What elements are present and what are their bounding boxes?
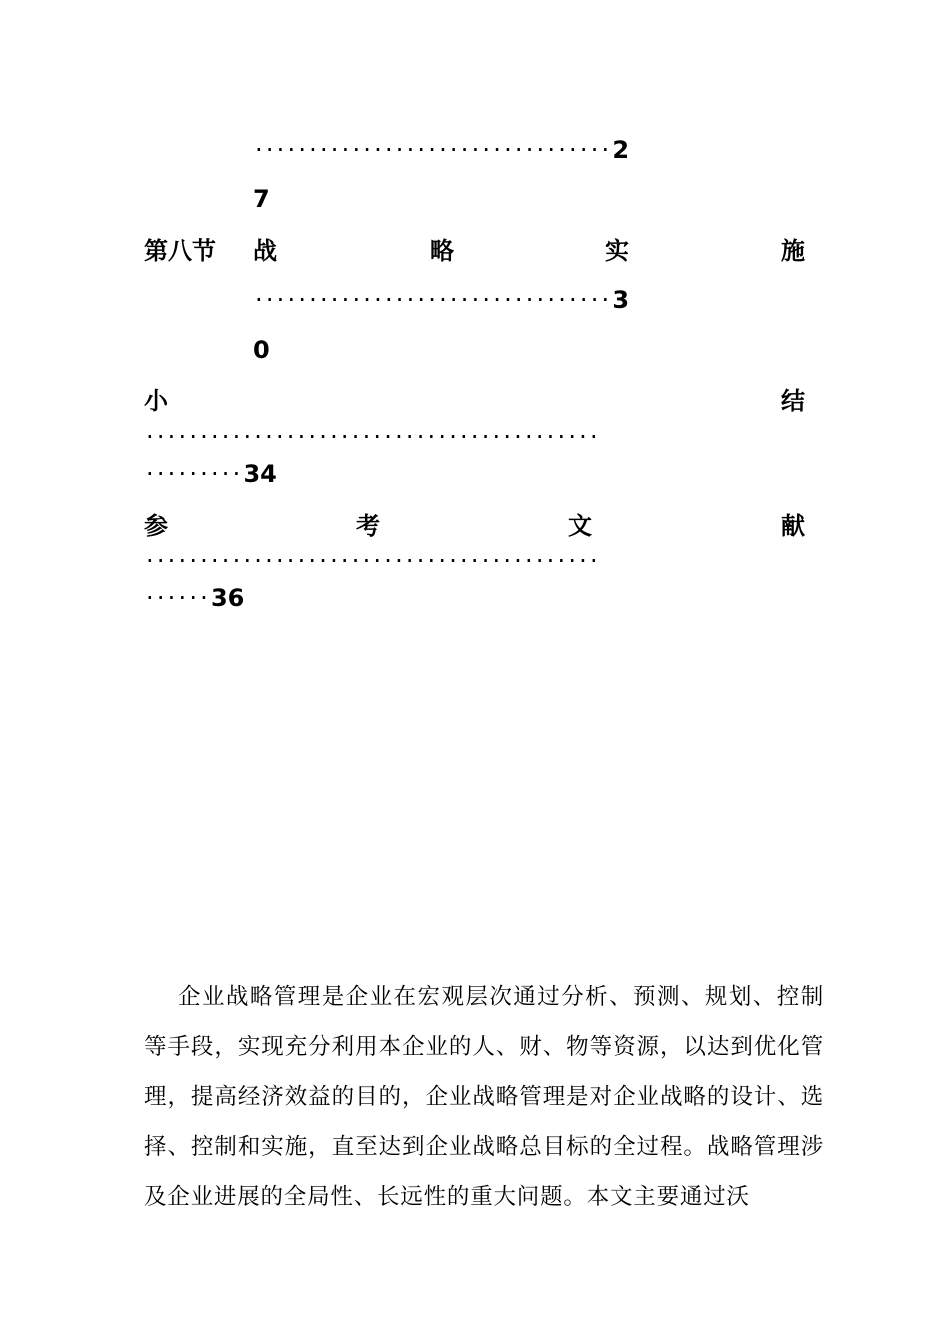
- toc-prev-dots-line: [255, 135, 815, 165]
- toc-page-number: 2: [612, 136, 630, 164]
- toc-leader-dots: ··········································: [146, 423, 601, 451]
- toc-title-char: 文: [568, 512, 592, 540]
- toc-page-number: 36: [210, 584, 245, 612]
- toc-section-label: 第八节: [144, 237, 216, 265]
- toc-title-char: 战: [253, 237, 277, 265]
- toc-title-char: 施: [781, 237, 805, 265]
- toc-page-number: 7: [253, 185, 270, 213]
- toc-entry-8-dots-line: [255, 285, 815, 315]
- abstract-paragraph: 企业战略管理是企业在宏观层次通过分析、预测、规划、控制等手段，实现充分利用本企业的人、财、物等资源，以达到优化管理，提高经济效益的目的，企业战略管理是对企业战略的设计、选择、控制和实施，直至达到企业战略总目标的全过程。战略管理涉及企业进展的全局性、长远性的重大问题。本文主要通过沃: [144, 984, 824, 1210]
- toc-title-char: 实: [605, 237, 629, 265]
- toc-leader-dots: ·········: [146, 460, 244, 488]
- toc-page-number: 34: [243, 460, 277, 488]
- toc-leader-dots: ··········································: [146, 547, 601, 575]
- toc-leader-dots: ·································: [255, 136, 613, 164]
- toc-refs-dots-line: [146, 546, 811, 576]
- toc-refs-page-line: [146, 583, 244, 613]
- toc-page-number: 0: [253, 336, 270, 364]
- toc-summary-page-line: [146, 459, 277, 489]
- toc-page-number: 3: [612, 286, 630, 314]
- toc-prev-page-cont: [253, 184, 270, 214]
- toc-title-char: 献: [781, 512, 805, 540]
- toc-leader-dots: ······: [146, 584, 211, 612]
- toc-entry-8-page-cont: [253, 335, 270, 365]
- toc-title-char: 小: [144, 387, 168, 415]
- toc-title-char: 结: [781, 387, 805, 415]
- toc-title-char: 考: [356, 512, 380, 540]
- toc-summary-dots-line: [146, 422, 811, 452]
- toc-title-char: 略: [430, 237, 454, 265]
- toc-leader-dots: ·································: [255, 286, 613, 314]
- toc-title-char: 参: [144, 512, 168, 540]
